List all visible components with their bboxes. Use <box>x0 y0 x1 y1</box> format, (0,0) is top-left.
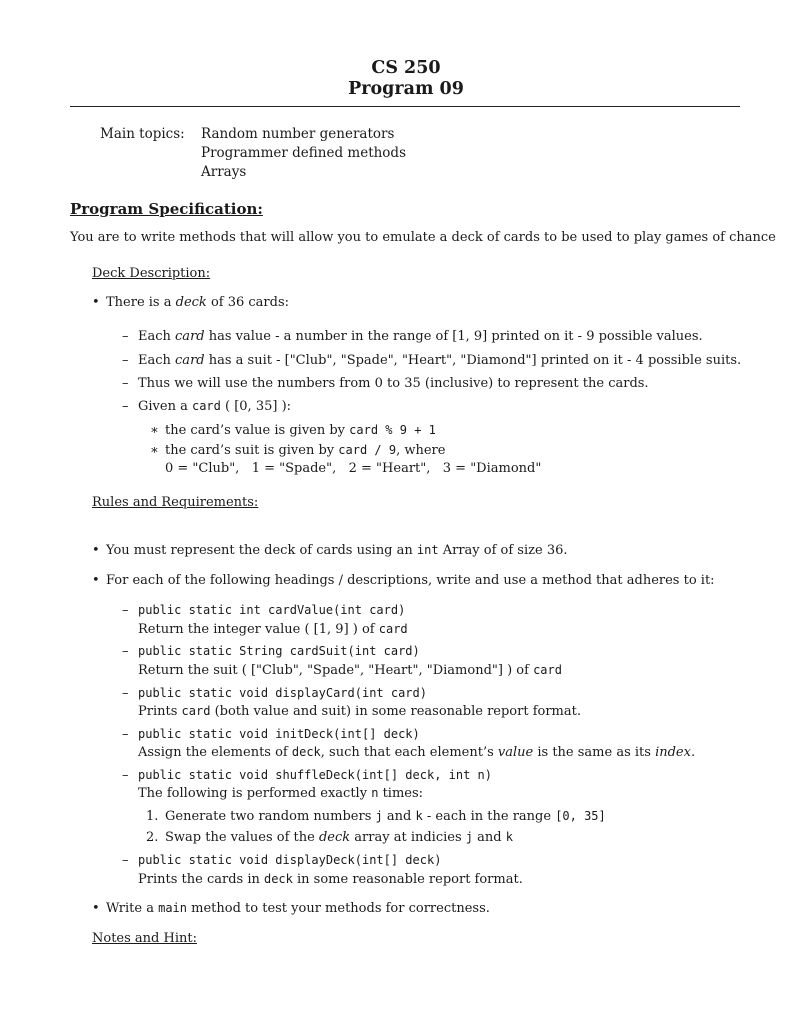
dash-glyph: – <box>122 686 129 701</box>
suit-rule-item: ∗ the card’s suit is given by card / 9, where <box>150 443 446 458</box>
card-value-item: – Each card has value - a number in the range of [1, 9] printed on it - 9 possible values. <box>122 329 703 344</box>
method-shuffledeck-signature: – public static void shuffleDeck(int[] deck, int n) <box>122 768 493 783</box>
topic-item: Programmer defined methods <box>201 145 407 161</box>
shuffle-step-1: 1. Generate two random numbers j and k - each in the range [0, 35] <box>146 809 606 824</box>
card-numbers-item: – Thus we will use the numbers from 0 to 35 (inclusive) to represent the cards. <box>122 376 649 391</box>
star-glyph: ∗ <box>150 423 159 438</box>
deck-size-bullet: • There is a deck of 36 cards: <box>92 295 290 310</box>
method-initdeck-signature: – public static void initDeck(int[] deck) <box>122 727 420 742</box>
program-number: Program 09 <box>348 79 464 99</box>
dash-glyph: – <box>122 376 129 391</box>
method-initdeck-description: Assign the elements of deck, such that each element’s value is the same as its index. <box>138 745 696 760</box>
bullet-glyph: • <box>92 901 100 916</box>
method-displaydeck-description: Prints the cards in deck in some reasonable report format. <box>138 872 523 887</box>
dash-glyph: – <box>122 399 129 414</box>
dash-glyph: – <box>122 853 129 868</box>
main-topics-label: Main topics: <box>100 126 185 142</box>
value-rule-item: ∗ the card’s value is given by card % 9 + 1 <box>150 423 436 438</box>
bullet-glyph: • <box>92 573 100 588</box>
method-shuffledeck-description: The following is performed exactly n times: <box>138 786 424 801</box>
topic-item: Arrays <box>201 164 247 180</box>
main-method-rule: • Write a main method to test your methods for correctness. <box>92 901 490 916</box>
bullet-glyph: • <box>92 295 100 310</box>
method-displaydeck-signature: – public static void displayDeck(int[] deck) <box>122 853 442 868</box>
card-suit-item: – Each card has a suit - ["Club", "Spade", "Heart", "Diamond"] printed on it - 4 possible suits. <box>122 353 742 368</box>
notes-hint-heading: Notes and Hint: <box>92 931 197 946</box>
method-cardvalue-signature: – public static int cardValue(int card) <box>122 603 406 618</box>
rules-requirements-heading: Rules and Requirements: <box>92 495 259 510</box>
method-displaycard-description: Prints card (both value and suit) in some reasonable report format. <box>138 704 581 719</box>
method-cardsuit-description: Return the suit ( ["Club", "Spade", "Heart", "Diamond"] ) of card <box>138 663 562 678</box>
shuffle-step-2: 2. Swap the values of the deck array at indicies j and k <box>146 830 513 845</box>
suit-mapping: 0 = "Club", 1 = "Spade", 2 = "Heart", 3 = "Diamond" <box>165 461 542 476</box>
given-card-item: – Given a card ( [0, 35] ): <box>122 399 292 414</box>
program-specification-heading: Program Specification: <box>70 200 263 218</box>
dash-glyph: – <box>122 768 129 783</box>
method-displaycard-signature: – public static void displayCard(int card) <box>122 686 427 701</box>
method-cardsuit-signature: – public static String cardSuit(int card) <box>122 644 420 659</box>
dash-glyph: – <box>122 644 129 659</box>
methods-rule: • For each of the following headings / descriptions, write and use a method that adheres to it: <box>92 573 715 588</box>
course-code: CS 250 <box>371 58 441 78</box>
title-divider <box>70 106 740 107</box>
page-title <box>0 58 812 100</box>
deck-description-heading: Deck Description: <box>92 266 211 281</box>
star-glyph: ∗ <box>150 443 159 458</box>
int-array-rule: • You must represent the deck of cards using an int Array of of size 36. <box>92 543 568 558</box>
bullet-glyph: • <box>92 543 100 558</box>
dash-glyph: – <box>122 727 129 742</box>
dash-glyph: – <box>122 353 129 368</box>
specification-intro: You are to write methods that will allow you to emulate a deck of cards to be used to play games of chance <box>70 230 776 245</box>
method-cardvalue-description: Return the integer value ( [1, 9] ) of card <box>138 622 408 637</box>
dash-glyph: – <box>122 329 129 344</box>
topic-item: Random number generators <box>201 126 395 142</box>
dash-glyph: – <box>122 603 129 618</box>
